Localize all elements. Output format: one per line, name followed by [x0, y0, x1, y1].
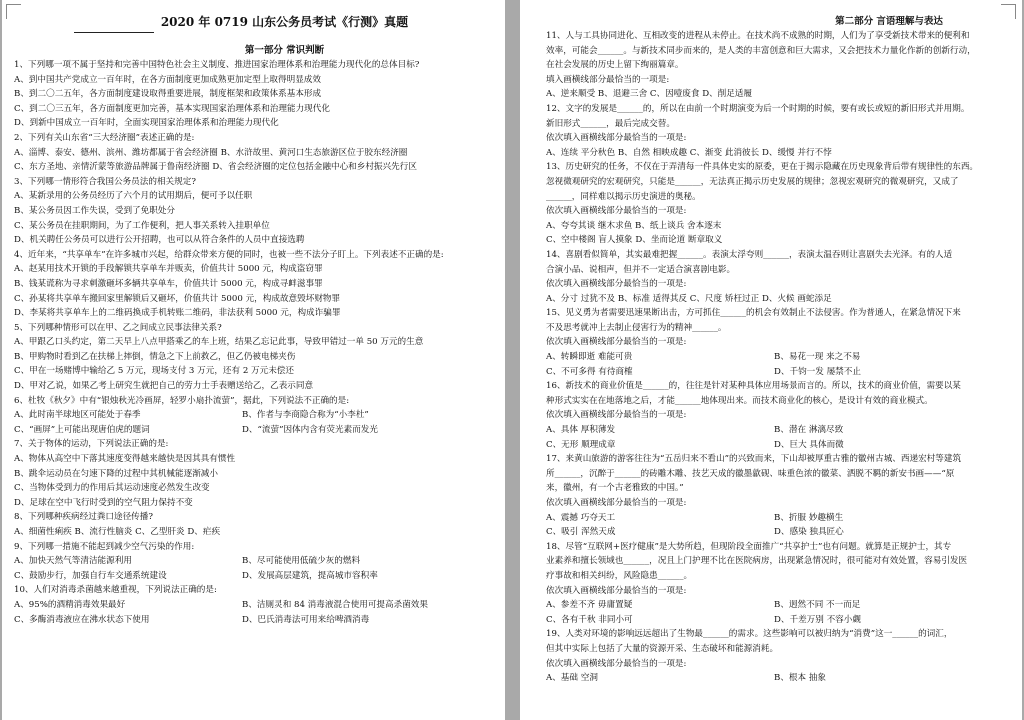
option-text: D、千钧一发 屡禁不止 — [774, 366, 861, 377]
option-text: C、不可多得 有待商榷 — [546, 366, 633, 377]
option-text: C、“画屏”上可能出现唐伯虎的题词 — [14, 424, 150, 435]
option-text: A、参差不齐 毋庸置疑 — [546, 600, 633, 611]
option-text: D、巨大 具体而微 — [774, 439, 844, 450]
text-line: A、甲跟乙口头约定，第二天早上八点甲搭乘乙的车上班，结果乙忘记此事，导致甲错过一单 50 万元的生意 — [14, 337, 424, 348]
text-line: 忽视微观研究的宏观研究，只能是______，无法真正揭示历史发展的规律；忽视宏观研究的微观研究，又成了 — [546, 176, 959, 187]
text-line: C、甲在一场赌博中输给乙 5 万元，现场支付 3 万元，还有 2 万元未偿还 — [14, 366, 294, 377]
page-corner-mark — [6, 4, 21, 19]
option-text: D、感染 独具匠心 — [774, 527, 844, 538]
text-line: A、某新录用的公务员经历了六个月的试用期后，便可予以任职 — [14, 191, 253, 202]
option-text: B、尽可能使用低硫少灰的燃料 — [242, 556, 361, 567]
text-line — [14, 569, 495, 584]
text-line: 5、下列哪种情形可以在甲、乙之间成立民事法律关系? — [14, 322, 222, 333]
option-text: A、加快天然气等清洁能源利用 — [14, 556, 132, 567]
section-heading-verbal: 第二部分 言语理解与表达 — [835, 16, 943, 27]
text-line: 2、下列有关山东省“三大经济圈”表述正确的是: — [14, 132, 195, 143]
option-text: B、折服 妙趣横生 — [774, 512, 844, 523]
option-text: A、震撼 巧夺天工 — [546, 512, 616, 523]
text-line — [546, 598, 1012, 613]
option-text: D、发展高层建筑，提高城市容积率 — [242, 570, 378, 581]
text-line: C、到二〇三五年，各方面制度更加完善，基本实现国家治理体系和治理能力现代化 — [14, 103, 330, 114]
text-line: A、逆来顺受 B、退避三舍 C、因噎废食 D、削足适履 — [546, 89, 753, 100]
text-line: C、空中楼阁 盲人摸象 D、坐而论道 断章取义 — [546, 235, 723, 246]
text-line — [546, 511, 1012, 526]
text-line: 17、来黄山旅游的游客往往为“五岳归来不看山”的兴致而来，下山却被厚重古雅的徽州古城、西递宏村等建筑 — [546, 454, 962, 465]
document-page-right — [520, 0, 1022, 720]
text-line: 依次填入画横线部分最恰当的一项是: — [546, 133, 687, 144]
option-text: A、基础 空洞 — [546, 673, 598, 684]
option-text: A、95%的酒精消毒效果最好 — [14, 599, 126, 610]
text-line — [546, 438, 1012, 453]
text-line: C、孙某将共享单车搬回家里解锁后又砸坏，价值共计 5000 元，构成故意毁坏财物罪 — [14, 293, 341, 304]
text-line: C、某公务员在挂职期间，为了工作便利，把人事关系转入挂职单位 — [14, 220, 270, 231]
option-text: D、千差万别 不容小觑 — [774, 614, 861, 625]
page-corner-mark — [1001, 4, 1016, 19]
text-line: 依次填入画横线部分最恰当的一项是: — [546, 337, 687, 348]
option-text: A、具体 厚积薄发 — [546, 425, 616, 436]
option-text: B、洁厕灵和 84 消毒液混合使用可提高杀菌效果 — [242, 599, 428, 610]
text-line: ______，同样难以揭示历史演进的奥秘。 — [546, 191, 701, 202]
text-line: 13、历史研究的任务，不仅在于弄清每一件具体史实的原委，更在于揭示隐藏在历史现象背后带有规律性的东西。 — [546, 162, 979, 173]
text-line: B、跳伞运动员在匀速下降的过程中其机械能逐渐减小 — [14, 468, 218, 479]
text-line: 依次填入画横线部分最恰当的一项是: — [546, 585, 687, 596]
text-line: 11、人与工具协同进化、互相改变的进程从未停止。在技术尚不成熟的时期，人们为了享受新技术带来的便利和 — [546, 31, 970, 41]
text-line: 依次填入画横线部分最恰当的一项是: — [546, 206, 687, 217]
text-line — [14, 598, 495, 613]
text-line: 6、杜牧《秋夕》中有“银烛秋光冷画屏，轻罗小扇扑流萤”，据此，下列说法不正确的是: — [14, 395, 350, 406]
text-line: 合演小品、说相声，但并不一定适合演喜剧电影。 — [546, 264, 736, 275]
text-line: D、李某将共享单车上的二维码换成手机转账二维码，非法获利 5000 元，构成诈骗罪 — [14, 308, 341, 319]
text-line: C、当物体受到力的作用后其运动速度必然发生改变 — [14, 483, 210, 494]
text-line: B、钱某谎称为寻求刺激砸坏多辆共享单车，价值共计 5000 元，构成寻衅滋事罪 — [14, 278, 323, 289]
text-line: B、甲购物时看到乙在扶梯上摔倒，情急之下上前救乙，但乙仍被电梯夹伤 — [14, 351, 296, 362]
text-line: D、到新中国成立一百年时，全面实现国家治理体系和治理能力现代化 — [14, 118, 279, 129]
text-line: 10、人们对消毒杀菌越来越重视，下列说法正确的是: — [14, 585, 217, 596]
question-list-right — [546, 29, 1012, 686]
text-line: 依次填入画横线部分最恰当的一项是: — [546, 498, 687, 508]
text-line: B、到二〇二五年，各方面制度建设取得重要进展，制度框架和政策体系基本形成 — [14, 89, 322, 100]
option-text: C、无形 顺理成章 — [546, 439, 616, 450]
text-line: 14、喜剧看似简单，其实最难把握______。表演太浮夸则______，表演太温吞则让喜剧失去光泽。有的人适 — [546, 249, 953, 260]
text-line: D、足球在空中飞行时受到的空气阻力保持不变 — [14, 497, 193, 508]
text-line: 不及思考就冲上去制止侵害行为的精神______。 — [546, 322, 727, 333]
option-text: B、易花一现 来之不易 — [774, 352, 861, 363]
text-line — [546, 525, 1012, 540]
text-line: 8、下列哪种疾病经过粪口途径传播? — [14, 512, 153, 523]
text-line: 种形式实实在在地落地之后，才能______地体现出来。而技术商业化的核心，是设计有效的商业模式。 — [546, 395, 933, 406]
text-line — [14, 554, 495, 569]
text-line: 效率，可能会______。与新技术同步而来的，是人类的丰富创意和巨大需求，又会把技术力量化作新的创新行动， — [546, 45, 976, 56]
option-text: A、转瞬即逝 难能可贵 — [546, 352, 633, 363]
text-line — [546, 350, 1012, 365]
text-line: 9、下列哪一措施不能起到减少空气污染的作用: — [14, 541, 195, 552]
text-line: A、物体从高空中下落其速度变得越来越快是因其具有惯性 — [14, 454, 236, 465]
text-line: D、甲对乙说，如果乙考上研究生就把自己的劳力士手表赠送给乙，乙表示同意 — [14, 381, 314, 392]
text-line: A、细菌性痢疾 B、流行性脑炎 C、乙型肝炎 D、疟疾 — [14, 527, 221, 537]
option-text: D、“流萤”因体内含有荧光素而发光 — [242, 424, 378, 435]
text-line — [14, 613, 495, 628]
text-line: 1、下列哪一项不属于坚持和完善中国特色社会主义制度、推进国家治理体系和治理能力现代化的总体目标? — [14, 60, 420, 70]
text-line: 但其中实际上包括了大量的资源开采、生态破坏和能源消耗。 — [546, 643, 779, 654]
text-line: 疗事故和相关纠纷，风险隐患______。 — [546, 570, 693, 581]
text-line — [14, 423, 495, 438]
question-list-left — [14, 58, 495, 627]
option-text: A、此时南半球地区可能处于春季 — [14, 410, 141, 421]
text-line: 18、尽管“互联网+医疗健康”是大势所趋，但现阶段全面推广“共享护士”也有问题。就算是正规护士，其专 — [546, 541, 952, 552]
option-text: B、潜在 淋漓尽致 — [774, 425, 844, 436]
option-text: C、多酶消毒液应在沸水状态下使用 — [14, 614, 150, 625]
text-line: 19、人类对环境的影响远远超出了生物最______的需求。这些影响可以被归纳为“消费”这一______的词汇， — [546, 629, 953, 640]
text-line: A、到中国共产党成立一百年时，在各方面制度更加成熟更加定型上取得明显成效 — [14, 74, 321, 85]
text-line: 在社会发展的历史上留下绚丽篇章。 — [546, 60, 684, 71]
text-line — [546, 423, 1012, 438]
option-text: C、各有千秋 非同小可 — [546, 614, 633, 625]
text-line: 依次填入画横线部分最恰当的一项是: — [546, 410, 687, 421]
text-line: A、连续 平分秋色 B、自然 相映成趣 C、渐变 此消彼长 D、缓慢 并行不悖 — [546, 147, 832, 158]
text-line: 业素养和擅长领域也______，况且上门护理不比在医院病房，出现紧急情况时，很可能对有效处置，容易引发医 — [546, 556, 968, 567]
text-line: 填入画横线部分最恰当的一项是: — [546, 74, 670, 85]
text-line: 依次填入画横线部分最恰当的一项是: — [546, 279, 687, 290]
text-line: C、东方圣地、亲情沂蒙等旅游品牌属于鲁南经济圈 D、省会经济圈的定位包括金融中心和乡村振兴先行区 — [14, 162, 417, 173]
text-line: B、某公务员因工作失误，受到了免职处分 — [14, 205, 176, 216]
option-text: B、作者与李商隐合称为“小李杜” — [242, 410, 369, 421]
document-page-left — [2, 0, 505, 720]
text-line: A、赵某用技术开锁的手段解锁共享单车并贩卖，价值共计 5000 元，构成盗窃罪 — [14, 264, 323, 275]
text-line — [546, 671, 1012, 686]
option-text: B、迥然不同 不一而足 — [774, 600, 861, 611]
text-line: 16、新技术的商业价值是______的，往往是针对某种具体应用场景而言的。所以，技术的商业价值，需要以某 — [546, 381, 961, 392]
text-line: A、夸夸其谈 继木求鱼 B、纸上谈兵 舍本逐末 — [546, 220, 722, 231]
option-text: C、鼓励步行，加强自行车交通系统建设 — [14, 570, 167, 581]
text-line — [546, 613, 1012, 628]
option-text: B、根本 抽象 — [774, 673, 827, 684]
text-line — [546, 365, 1012, 380]
text-line — [14, 408, 495, 423]
text-line: 来，徽州，有一个古老雅致的中国。” — [546, 483, 684, 494]
text-line: 15、见义勇为者需要迅速果断出击，方可抓住______的机会有效制止不法侵害。作为普通人，在紧急情况下来 — [546, 308, 961, 319]
section-heading-common-sense: 第一部分 常识判断 — [244, 45, 325, 56]
text-line: 所______，沉醉于______的砖雕木雕、技艺天成的徽墨歙砚、味重色浓的徽菜、洒脱不羁的新安书画——“原 — [546, 468, 955, 479]
text-line: 4、近年来，“共享单车”在许多城市兴起，给群众带来方便的同时，也被一些不法分子盯上。下列表述不正确的是: — [14, 249, 444, 260]
text-line: 新旧形式______，最后完成交替。 — [546, 118, 675, 129]
text-line: A、分寸 过犹不及 B、标准 适得其反 C、尺度 矫枉过正 D、火候 画蛇添足 — [546, 293, 832, 304]
title-divider — [74, 32, 154, 33]
text-line: 12、文字的发展是______的，所以在由前一个时期演变为后一个时期的时候，要有或长或短的新旧形式并用期。 — [546, 103, 970, 114]
text-line: A、淄博、泰安、德州、滨州、潍坊都属于省会经济圈 B、水浒故里、黄河口生态旅游区位于胶东经济圈 — [14, 147, 408, 158]
text-line: 7、关于物体的运动，下列说法正确的是: — [14, 439, 169, 450]
option-text: C、吸引 浑然天成 — [546, 527, 616, 538]
text-line: 3、下列哪一情形符合我国公务员法的相关规定? — [14, 176, 196, 187]
exam-title: 2020 年 0719 山东公务员考试《行测》真题 — [160, 15, 409, 29]
text-line: D、机关聘任公务员可以进行公开招聘，也可以从符合条件的人员中直接选聘 — [14, 235, 305, 246]
text-line: 依次填入画横线部分最恰当的一项是: — [546, 658, 687, 669]
option-text: D、巴氏消毒法可用来给啤酒消毒 — [242, 614, 370, 625]
